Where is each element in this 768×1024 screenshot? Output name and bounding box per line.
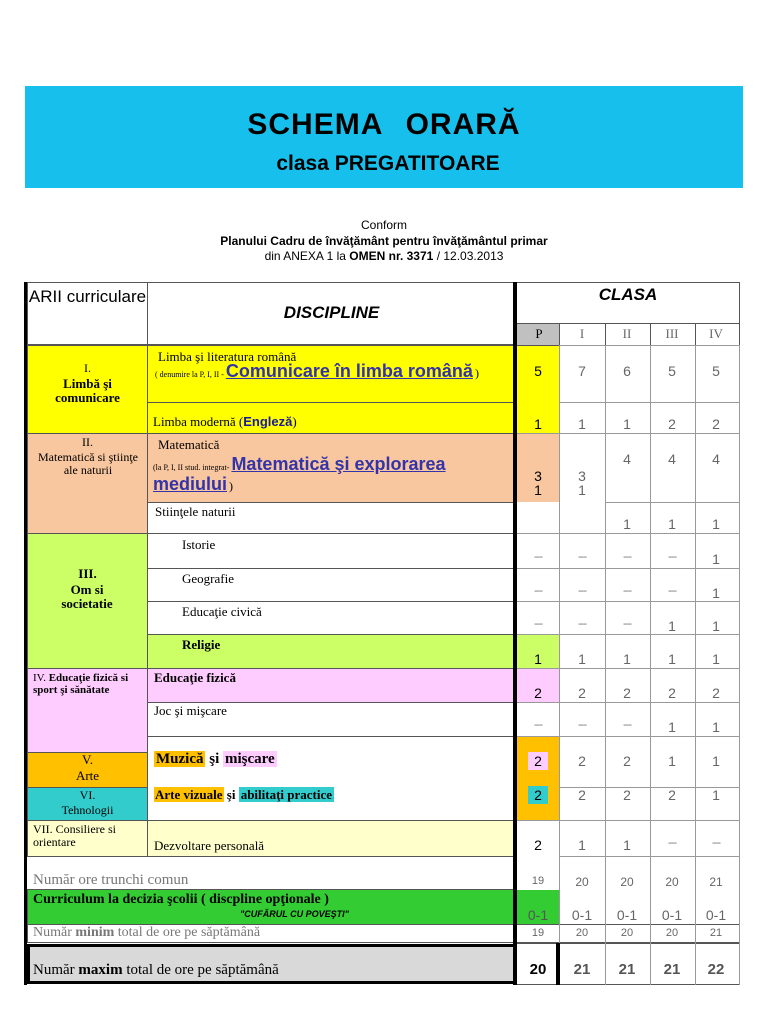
p-column-left-border — [513, 282, 517, 985]
val-religie-1: 1 — [578, 651, 586, 667]
val-muzica-2: 2 — [623, 753, 631, 769]
val-comunicare-2: 6 — [623, 363, 631, 379]
val-dezvoltare-4: --- — [712, 837, 720, 849]
disc-arte-vizuale-wrap — [154, 788, 334, 802]
trunchi-label: Număr ore trunchi comun — [33, 872, 189, 888]
val-maxim-4: 22 — [707, 961, 725, 978]
val-trunchi-4: 21 — [709, 875, 723, 889]
val-istorie-2: --- — [623, 551, 631, 563]
plan-cadru-text: Planului Cadru de învăţământ pentru învăţământul primar — [220, 234, 548, 248]
area-arte: Arte — [75, 768, 100, 783]
val-trunchi-1: 20 — [575, 875, 589, 889]
hdiv-5 — [516, 568, 740, 569]
tot-div-5 — [739, 857, 740, 985]
grade-3: III — [665, 326, 679, 341]
val-arte-vizuale-1: 2 — [578, 787, 586, 803]
val-religie-2: 1 — [623, 651, 631, 667]
tot-div-2 — [605, 857, 606, 985]
val-comunicare-p: 5 — [534, 363, 542, 379]
paren-close-3: ) — [229, 478, 234, 493]
area-matem: Matematică si ştiinţe ale naturii — [38, 450, 138, 478]
area-tehno-num: VI. — [79, 788, 96, 802]
val-civica-2: --- — [623, 618, 631, 630]
val-stiinte-4: 1 — [712, 516, 720, 532]
paren-close-2: ) — [292, 414, 297, 429]
header-clasa: CLASA — [598, 285, 658, 304]
val-cds-1: 0-1 — [571, 907, 593, 923]
val-minim-p: 19 — [531, 927, 545, 939]
val-trunchi-p: 19 — [531, 875, 545, 887]
val-istorie-4: 1 — [712, 551, 720, 567]
area-tehno: Tehnologii — [61, 803, 114, 817]
val-religie-p: 1 — [534, 651, 542, 667]
matem-note: (la P, I, II stud. integrat- — [153, 463, 230, 472]
val-dezvoltare-p: 2 — [534, 837, 542, 853]
val-geografie-4: 1 — [712, 585, 720, 601]
row-arte-cell — [147, 736, 516, 821]
val-civica-p: --- — [534, 618, 542, 630]
val-stiinte-p: 1 — [534, 482, 542, 498]
area-edfiz-wrap — [33, 672, 145, 696]
val-edfiz-4: 2 — [712, 685, 720, 701]
disc-muzica: Muzică — [156, 751, 204, 767]
disc-muzica-wrap — [154, 751, 277, 768]
area-om-num: III. — [78, 566, 97, 581]
disc-istorie: Istorie — [182, 537, 216, 552]
header-discipline: DISCIPLINE — [283, 303, 380, 322]
val-minim-3: 20 — [665, 927, 679, 939]
disc-matematica: Matematică — [158, 437, 220, 452]
disc-abilitati: abilitaţi practice — [240, 787, 333, 802]
hdiv-4 — [516, 533, 740, 534]
val-muzica-1: 2 — [578, 753, 586, 769]
disc-edfiz: Educaţie fizică — [154, 670, 236, 685]
val-cds-2: 0-1 — [616, 907, 638, 923]
area-limba: Limbă şi comunicare — [55, 376, 120, 406]
hdiv-6 — [516, 601, 740, 602]
val-limba-moderna-4: 2 — [712, 416, 720, 432]
area-consil: Consiliere si orientare — [33, 822, 116, 850]
maxim-bold: maxim — [78, 962, 123, 978]
val-geografie-1: --- — [578, 585, 586, 597]
area-consil-wrap — [33, 823, 145, 849]
val-arte-vizuale-3: 2 — [668, 787, 676, 803]
val-joc-2: --- — [623, 719, 631, 731]
disc-si-2: şi — [226, 787, 236, 802]
val-minim-1: 20 — [575, 927, 589, 939]
val-dezvoltare-1: 1 — [578, 837, 586, 853]
maxim-label — [33, 962, 279, 979]
tot-div-3 — [650, 857, 651, 985]
anexa-prefix: din ANEXA 1 la — [264, 249, 346, 263]
val-maxim-3: 21 — [663, 961, 681, 978]
minim-suffix: total de ore pe săptămână — [117, 925, 261, 940]
val-cds-3: 0-1 — [661, 907, 683, 923]
conform-text: Conform — [360, 218, 407, 232]
val-joc-3: 1 — [668, 719, 676, 735]
val-geografie-2: --- — [623, 585, 631, 597]
val-trunchi-2: 20 — [620, 875, 634, 889]
val-joc-4: 1 — [712, 719, 720, 735]
page-subtitle: clasa PREGATITOARE — [276, 152, 500, 175]
disc-matem-explorare: Matematică şi explorarea mediului — [153, 454, 446, 494]
table-left-border — [24, 282, 27, 985]
val-limba-moderna-p: 1 — [534, 416, 542, 432]
val-istorie-3: --- — [668, 551, 676, 563]
val-edfiz-2: 2 — [623, 685, 631, 701]
cds-sub: "CUFĂRUL CU POVEŞTI" — [240, 909, 349, 919]
val-edfiz-3: 2 — [668, 685, 676, 701]
val-edfiz-p: 2 — [534, 685, 542, 701]
omen-date: / 12.03.2013 — [436, 249, 504, 263]
val-religie-4: 1 — [712, 651, 720, 667]
val-dezvoltare-3: --- — [668, 837, 676, 849]
page-title: SCHEMA ORARĂ — [247, 108, 521, 141]
grade-4: IV — [709, 326, 723, 341]
area-edfiz: Educaţie fizică si sport şi sănătate — [33, 672, 129, 697]
area-edfiz-num: IV. — [33, 672, 46, 684]
disc-stiinte: Stiinţele naturii — [155, 504, 236, 519]
val-stiinte-1: 1 — [578, 482, 586, 498]
val-cds-4: 0-1 — [705, 907, 727, 923]
val-geografie-3: --- — [668, 585, 676, 597]
val-comunicare-1: 7 — [578, 363, 586, 379]
val-geografie-p: --- — [534, 585, 542, 597]
grade-2: II — [622, 326, 632, 341]
area-om: Om si societatie — [61, 582, 113, 612]
val-joc-1: --- — [578, 719, 586, 731]
val-minim-4: 21 — [709, 927, 723, 939]
disc-joc: Joc şi mişcare — [154, 703, 227, 718]
val-maxim-1: 21 — [573, 961, 591, 978]
val-arte-vizuale-p: 2 — [534, 787, 542, 803]
val-cds-p: 0-1 — [527, 907, 549, 923]
cds-label: Curriculum la decizia şcolii ( discpline opţionale ) — [33, 892, 329, 907]
tot-div-4 — [695, 857, 696, 985]
minim-bold: minim — [75, 925, 115, 940]
disc-geografie: Geografie — [182, 571, 234, 586]
val-civica-4: 1 — [712, 618, 720, 634]
minim-label — [33, 925, 260, 940]
disc-comunicare: Comunicare în limba română — [225, 361, 473, 381]
disc-limba-moderna: Limba modernă ( — [153, 414, 244, 429]
val-civica-3: 1 — [668, 618, 676, 634]
disc-arte-vizuale: Arte vizuale — [155, 787, 223, 802]
val-religie-3: 1 — [668, 651, 676, 667]
val-limba-moderna-2: 1 — [623, 416, 631, 432]
maxim-prefix: Număr — [33, 962, 75, 978]
val-civica-1: --- — [578, 618, 586, 630]
val-matem-2: 4 — [623, 451, 631, 467]
area-limba-num: I. — [84, 361, 91, 375]
grade-1: I — [579, 326, 585, 341]
area-matem-num: II. — [82, 435, 93, 449]
disc-limba-romana: Limba şi literatura română — [158, 349, 297, 364]
disc-civica: Educaţie civică — [182, 604, 262, 619]
anexa-text — [0, 249, 768, 263]
val-edfiz-1: 2 — [578, 685, 586, 701]
disc-matem-wrap — [153, 455, 493, 495]
val-dezvoltare-2: 1 — [623, 837, 631, 853]
area-arte-num: V. — [82, 752, 93, 767]
val-matem-4: 4 — [712, 451, 720, 467]
disc-engleza: Engleză — [243, 414, 293, 429]
val-muzica-p: 2 — [534, 753, 542, 769]
disc-comunicare-wrap — [155, 362, 500, 382]
val-limba-moderna-3: 2 — [668, 416, 676, 432]
hdiv-3 — [605, 502, 740, 503]
val-trunchi-3: 20 — [665, 875, 679, 889]
area-consil-num: VII. — [33, 822, 53, 836]
val-muzica-4: 1 — [712, 753, 720, 769]
val-istorie-p: --- — [534, 551, 542, 563]
val-maxim-2: 21 — [618, 961, 636, 978]
denumire-note: ( denumire la P, I, II - — [155, 370, 224, 379]
val-istorie-1: --- — [578, 551, 586, 563]
paren-close: ) — [474, 366, 479, 380]
disc-si: şi — [209, 751, 220, 767]
maxim-suffix: total de ore pe săptămână — [126, 962, 279, 978]
title-banner — [25, 86, 743, 188]
hdiv-12 — [516, 820, 740, 821]
val-minim-2: 20 — [620, 927, 634, 939]
val-stiinte-2: 1 — [623, 516, 631, 532]
p-bg-arte — [517, 737, 559, 820]
val-limba-moderna-1: 1 — [578, 416, 586, 432]
omen-number: OMEN nr. 3371 — [349, 249, 434, 263]
val-maxim-p: 20 — [529, 961, 547, 978]
disc-miscare: mişcare — [225, 751, 275, 767]
grade-p: P — [535, 326, 543, 341]
val-matem-p: 3 — [534, 468, 542, 484]
disc-dezvoltare: Dezvoltare personală — [154, 838, 265, 853]
hdiv-9 — [516, 702, 740, 703]
val-arte-vizuale-2: 2 — [623, 787, 631, 803]
val-matem-1: 3 — [578, 468, 586, 484]
minim-prefix: Număr — [33, 925, 72, 940]
disc-religie: Religie — [182, 637, 221, 652]
val-comunicare-4: 5 — [712, 363, 720, 379]
val-arte-vizuale-4: 1 — [712, 787, 720, 803]
val-matem-3: 4 — [668, 451, 676, 467]
val-joc-p: --- — [534, 719, 542, 731]
val-muzica-3: 1 — [668, 753, 676, 769]
p-column-right-border-bottom — [556, 943, 560, 985]
val-comunicare-3: 5 — [668, 363, 676, 379]
val-stiinte-3: 1 — [668, 516, 676, 532]
disc-limba-moderna-wrap — [153, 415, 297, 429]
header-arii: ARII curriculare — [28, 287, 147, 306]
